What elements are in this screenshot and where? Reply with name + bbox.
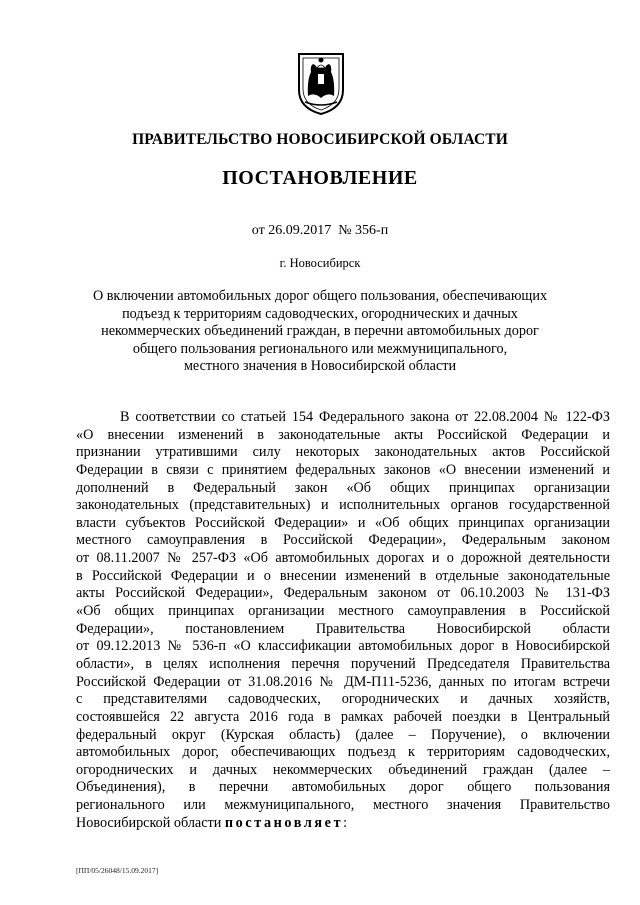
body-line: от 08.11.2007 № 257-ФЗ «Об автомобильных дорогах и о дорожной деятельности (76, 550, 610, 567)
body-line: автомобильных дорог, обеспечивающих подъезд к территориям садоводческих, (76, 744, 610, 761)
body-line: от 09.12.2013 № 536-п «О классификации автомобильных дорог в Новосибирской (76, 638, 610, 655)
body-line: в Российской Федерации и о внесении изменений в отдельные законодательные (76, 567, 610, 584)
document-type: ПОСТАНОВЛЕНИЕ (222, 167, 418, 189)
body-line: законодательных (представительных) и исполнительных органов государственной (76, 497, 610, 514)
body-line: Объединения), в перечни автомобильных дорог общего пользования (76, 779, 610, 796)
body-line: Федерации в связи с принятием федеральных законов «О внесении изменений и (76, 461, 610, 478)
closing-text: Новосибирской области (76, 814, 222, 831)
body-line: власти субъектов Российской Федерации» и «Об общих принципах организации (76, 514, 610, 531)
document-city: г. Новосибирск (279, 256, 361, 270)
body-line: В соответствии со статьей 154 Федерального закона от 22.08.2004 № 122-ФЗ (120, 409, 610, 425)
government-name: ПРАВИТЕЛЬСТВО НОВОСИБИРСКОЙ ОБЛАСТИ (132, 131, 508, 148)
body-line: федеральный округ (Курская область) (далее – Поручение), о включении (76, 726, 610, 743)
body-line: «О внесении изменений в законодательные акты Российской Федерации и (76, 426, 610, 443)
body-line: «Об общих принципах организации местного самоуправления в Российской (76, 603, 610, 620)
document-title (60, 288, 580, 376)
resolution-verb: постановляет (224, 814, 344, 831)
document-number: № 356-п (338, 223, 389, 238)
title-line: общего пользования регионального или межмуниципального, (132, 340, 508, 357)
closing-colon: : (343, 814, 348, 831)
coat-of-arms-icon (295, 52, 347, 116)
body-paragraph (76, 409, 610, 832)
body-line: регионального или межмуниципального, местного значения Правительство (76, 797, 610, 814)
body-line: огороднических и дачных некоммерческих объединений граждан (далее – (76, 761, 610, 778)
document-date: от 26.09.2017 (251, 223, 332, 238)
title-line: О включении автомобильных дорог общего пользования, обеспечивающих (92, 288, 548, 304)
date-number-line (0, 223, 640, 239)
closing-line (76, 815, 610, 833)
body-line: признании утратившими силу некоторых законодательных актов Российской (76, 444, 610, 461)
body-line: состоявшейся 22 августа 2016 года в рамках рабочей поездки в Центральный (76, 708, 610, 725)
title-line: подъезд к территориям садоводческих, огороднических и дачных (122, 305, 518, 322)
body-line: области», в целях исполнения перечня поручений Председателя Правительства (76, 655, 610, 672)
title-line: некоммерческих объединений граждан, в перечни автомобильных дорог (101, 323, 539, 340)
body-line: местного самоуправления в Российской Федерации», Федеральным законом (76, 532, 610, 549)
document-registry-code: [ПП/05/26048/15.09.2017] (76, 866, 159, 875)
body-line: акты Российской Федерации», Федеральным законом от 06.10.2003 № 131-ФЗ (76, 585, 610, 602)
body-line: Федерации», постановлением Правительства Новосибирской области (76, 620, 610, 637)
body-line: дополнений в Федеральный закон «Об общих принципах организации (76, 479, 610, 496)
body-line: с представителями садоводческих, огороднических и дачных хозяйств, (76, 691, 610, 708)
body-line: Российской Федерации от 31.08.2016 № ДМ-П11-5236, данных по итогам встречи (76, 673, 610, 690)
title-line: местного значения в Новосибирской области (183, 358, 457, 375)
